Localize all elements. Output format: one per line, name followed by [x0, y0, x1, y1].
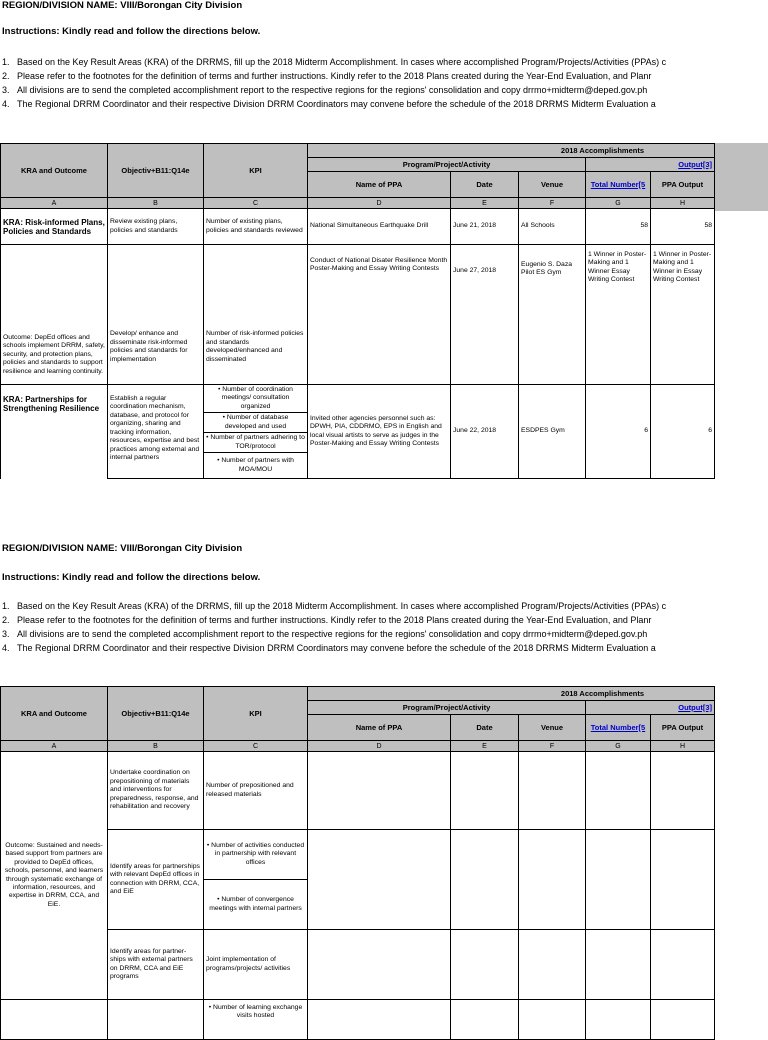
ppa-name-cell	[308, 930, 451, 1000]
ppa-name-cell: Conduct of National Disater Resilience Month Poster-Making and Essay Writing Contests	[308, 245, 451, 385]
objective-cell: Identify areas for partnerships with relevant DepEd offices in connection with DRRM, CCA, and EiE	[108, 830, 204, 930]
output-cell: 6	[651, 385, 715, 479]
objective-cell: Review existing plans, policies and standards	[108, 209, 204, 245]
output-cell: 58	[651, 209, 715, 245]
header-venue: Venue	[519, 172, 586, 198]
outcome-cell: Outcome: Sustained and needs-based support from partners are provided to DepEd offices, schools, personnel, and learners through systematic exchange of information, resources, and expertise in DRRM, CCA, and EiE.	[1, 752, 108, 1000]
output-cell	[651, 830, 715, 930]
region-name-1: REGION/DIVISION NAME: VIII/Borongan City Division	[2, 0, 243, 11]
header-kra: KRA and Outcome	[1, 144, 108, 198]
date-cell	[451, 752, 519, 830]
instructions-2: Instructions: Kindly read and follow the directions below.	[2, 572, 261, 583]
header-kpi: KPI	[204, 687, 308, 741]
instruction-item-2-4: 4. The Regional DRRM Coordinator and their respective Division DRRM Coordinators may convene before the schedule of the 2018 DRRMS Midterm Evaluation a	[2, 643, 656, 653]
instruction-item-1-1: 1. Based on the Key Result Areas (KRA) of the DRRMS, fill up the 2018 Midterm Accomplishment. In cases where accomplished Program/Projects/Activities (PPAs) c	[2, 57, 667, 67]
total-cell: 58	[586, 209, 651, 245]
outcome-cell	[1, 1000, 108, 1040]
ppa-name-cell: National Simultaneous Earthquake Drill	[308, 209, 451, 245]
gray-fill	[714, 143, 768, 211]
venue-cell	[519, 752, 586, 830]
ppa-name-cell	[308, 752, 451, 830]
kpi-cell: Number of prepositioned and released materials	[204, 752, 308, 830]
output-cell	[651, 1000, 715, 1040]
header-objective: Objectiv+B11:Q14e	[108, 144, 204, 198]
date-cell: June 27, 2018	[451, 245, 519, 385]
header-ppa-output: PPA Output	[651, 172, 715, 198]
col-letter-e: E	[451, 198, 519, 209]
output-cell: 1 Winner in Poster-Making and 1 Winner in Essay Writing Contest	[651, 245, 715, 385]
venue-cell: ESDPES Gym	[519, 385, 586, 479]
instruction-item-1-4: 4. The Regional DRRM Coordinator and their respective Division DRRM Coordinators may convene before the schedule of the 2018 DRRMS Midterm Evaluation a	[2, 99, 656, 109]
date-cell	[451, 1000, 519, 1040]
kpi-cell: Number of risk-informed policies and standards developed/enhanced and disseminated	[204, 245, 308, 385]
ppa-name-cell	[308, 1000, 451, 1040]
kpi-cell: • Number of coordination meetings/ consultation organized	[204, 385, 308, 413]
total-cell	[586, 1000, 651, 1040]
objective-cell: Identify areas for partner-ships with external partners on DRRM, CCA and EiE programs	[108, 930, 204, 1000]
header-venue: Venue	[519, 715, 586, 741]
instruction-item-2-2: 2. Please refer to the footnotes for the definition of terms and further instructions. Kindly refer to the 2018 Plans created during the Year-End Evaluation, and Planr	[2, 615, 652, 625]
header-output[interactable]: Output[3]	[586, 158, 715, 172]
venue-cell	[519, 830, 586, 930]
col-letter-h: H	[651, 198, 715, 209]
header-output[interactable]: Output[3]	[586, 701, 715, 715]
kpi-cell: Number of existing plans, policies and standards reviewed	[204, 209, 308, 245]
objective-cell: Undertake coordination on prepositioning of materials and interventions for preparedness, response, and rehabilitation and recovery	[108, 752, 204, 830]
col-letter-c: C	[204, 198, 308, 209]
header-ppa: Program/Project/Activity	[308, 701, 586, 715]
col-letter-a: A	[1, 741, 108, 752]
date-cell	[451, 830, 519, 930]
table-row	[1, 930, 715, 1000]
venue-cell	[519, 1000, 586, 1040]
header-kpi: KPI	[204, 144, 308, 198]
col-letter-b: B	[108, 741, 204, 752]
objective-cell: Establish a regular coordination mechanism, database, and protocol for organizing, sharing and tracking information, resources, expertise and best practices among external and internal partners	[108, 385, 204, 479]
venue-cell	[519, 930, 586, 1000]
header-kra: KRA and Outcome	[1, 687, 108, 741]
header-name-of-ppa: Name of PPA	[308, 715, 451, 741]
instructions-1: Instructions: Kindly read and follow the directions below.	[2, 26, 261, 37]
kpi-cell: • Number of activities conducted in partnership with relevant offices	[204, 830, 308, 880]
venue-cell: Eugenio S. Daza Pilot ES Gym	[519, 245, 586, 385]
table-row	[1, 752, 715, 830]
objective-cell: Develop/ enhance and disseminate risk-informed policies and standards for implementation	[108, 245, 204, 385]
header-name-of-ppa: Name of PPA	[308, 172, 451, 198]
venue-cell: All Schools	[519, 209, 586, 245]
kpi-cell: • Number of partners adhering to TOR/protocol	[204, 433, 308, 453]
col-letter-g: G	[586, 741, 651, 752]
instruction-item-1-3: 3. All divisions are to send the completed accomplishment report to the respective regions for the regions' consolidation and copy drrmo+midterm@deped.gov.ph	[2, 85, 648, 95]
table-row	[1, 245, 715, 385]
kpi-cell: • Number of convergence meetings with internal partners	[204, 880, 308, 930]
col-letter-g: G	[586, 198, 651, 209]
region-name-2: REGION/DIVISION NAME: VIII/Borongan City Division	[2, 543, 243, 554]
col-letter-f: F	[519, 198, 586, 209]
col-letter-d: D	[308, 198, 451, 209]
ppa-name-cell: Invited other agencies personnel such as: DPWH, PIA, CDDRMO, EPS in English and local visual artists to serve as judges in the Poster-Making and Essay Writing Contests	[308, 385, 451, 479]
col-letter-c: C	[204, 741, 308, 752]
kra-cell: KRA: Risk-informed Plans, Policies and Standards	[1, 209, 108, 245]
table-row	[1, 209, 715, 245]
header-objective: Objectiv+B11:Q14e	[108, 687, 204, 741]
output-cell	[651, 752, 715, 830]
instruction-item-1-2: 2. Please refer to the footnotes for the definition of terms and further instructions. Kindly refer to the 2018 Plans created during the Year-End Evaluation, and Planr	[2, 71, 652, 81]
header-date: Date	[451, 715, 519, 741]
header-total-number[interactable]: Total Number[5	[586, 172, 651, 198]
output-cell	[651, 930, 715, 1000]
total-cell	[586, 930, 651, 1000]
total-cell	[586, 752, 651, 830]
total-cell: 1 Winner in Poster-Making and 1 Winner Essay Writing Contest	[586, 245, 651, 385]
kra-cell: KRA: Partnerships for Strengthening Resilience	[1, 385, 108, 479]
instruction-item-2-1: 1. Based on the Key Result Areas (KRA) of the DRRMS, fill up the 2018 Midterm Accomplishment. In cases where accomplished Program/Projects/Activities (PPAs) c	[2, 601, 667, 611]
kpi-cell: • Number of partners with MOA/MOU	[204, 453, 308, 479]
ppa-name-cell	[308, 830, 451, 930]
instruction-item-2-3: 3. All divisions are to send the completed accomplishment report to the respective regions for the regions' consolidation and copy drrmo+midterm@deped.gov.ph	[2, 629, 648, 639]
col-letter-b: B	[108, 198, 204, 209]
table-row	[1, 1000, 715, 1040]
date-cell: June 21, 2018	[451, 209, 519, 245]
objective-cell	[108, 1000, 204, 1040]
accomplishment-table-2	[0, 686, 715, 1040]
date-cell	[451, 930, 519, 1000]
kpi-cell: • Number of database developed and used	[204, 413, 308, 433]
col-letter-f: F	[519, 741, 586, 752]
table-row	[1, 830, 715, 880]
header-accomplishments: 2018 Accomplishments	[308, 687, 715, 701]
header-accomplishments: 2018 Accomplishments	[308, 144, 715, 158]
kpi-cell: Joint implementation of programs/projects/ activities	[204, 930, 308, 1000]
header-ppa-output: PPA Output	[651, 715, 715, 741]
accomplishment-table-1	[0, 143, 715, 479]
total-cell	[586, 830, 651, 930]
header-date: Date	[451, 172, 519, 198]
outcome-cell: Outcome: DepEd offices and schools implement DRRM, safety, security, and protection plans, policies and standards to support resilience and learning continuity.	[1, 245, 108, 385]
col-letter-e: E	[451, 741, 519, 752]
date-cell: June 22, 2018	[451, 385, 519, 479]
header-total-number[interactable]: Total Number[5	[586, 715, 651, 741]
col-letter-d: D	[308, 741, 451, 752]
total-cell: 6	[586, 385, 651, 479]
col-letter-h: H	[651, 741, 715, 752]
col-letter-a: A	[1, 198, 108, 209]
header-ppa: Program/Project/Activity	[308, 158, 586, 172]
kpi-cell: • Number of learning exchange visits hosted	[204, 1000, 308, 1040]
